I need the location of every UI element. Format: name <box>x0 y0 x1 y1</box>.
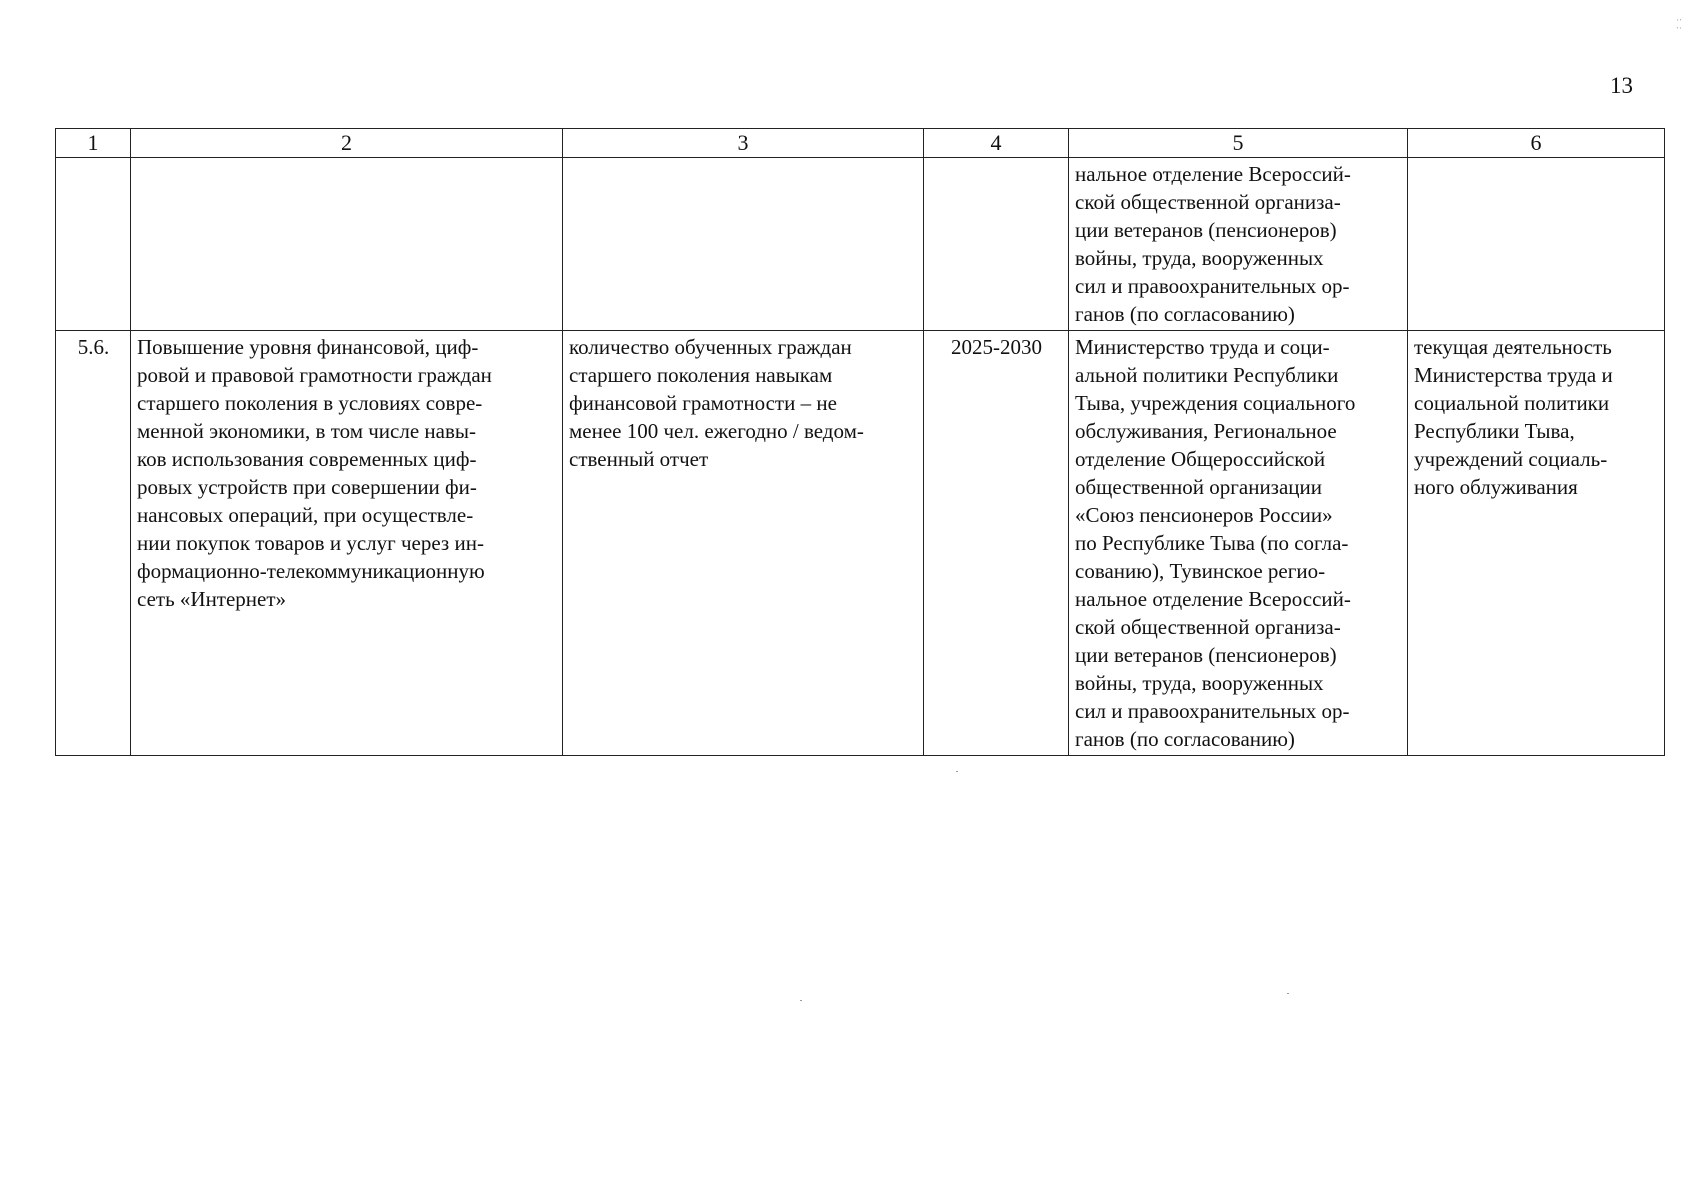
measure-text: Повышение уровня финансовой, циф- ровой и правовой грамотности граждан старшего поколения в условиях совре- менной экономики, в том числе навы- ков использования современных циф- ровых устройств при совершении фи- нансовых операций, при осуществле- нии покупок товаров и услуг через ин- формационно-телекоммуникационную сеть «Интернет» <box>137 335 492 611</box>
table-cell-empty <box>56 158 131 331</box>
table-cell-responsible <box>1069 331 1408 756</box>
period-text: 2025-2030 <box>951 335 1042 359</box>
table-cell-item-number <box>56 331 131 756</box>
responsible-text: Министерство труда и соци- альной политики Республики Тыва, учреждения социального обслуживания, Региональное отделение Общероссийской общественной организации «Союз пенсионеров России» по Республике Тыва (по согла- сованию), Тувинское регио- нальное отделение Всероссий- ской общественной организа- ции ветеранов (пенсионеров) войны, труда, вооруженных сил и правоохранительных ор- ганов (по согласованию) <box>1075 335 1356 751</box>
plan-table <box>55 128 1665 756</box>
financing-text: текущая деятельность Министерства труда и социальной политики Республики Тыва, учреждений социаль- ного облуживания <box>1414 335 1613 499</box>
scan-speck <box>1287 993 1289 994</box>
table-cell-empty <box>924 158 1069 331</box>
table-cell-responsible-continued <box>1069 158 1408 331</box>
item-number: 5.6. <box>77 335 110 359</box>
scan-corner-mark: ·‧ ‧· <box>1676 16 1682 33</box>
column-number-header: 5 <box>1069 129 1408 158</box>
indicator-text: количество обученных граждан старшего поколения навыкам финансовой грамотности – не менее 100 чел. ежегодно / ведом- ственный отчет <box>569 335 864 471</box>
table-cell-period <box>924 331 1069 756</box>
scan-speck <box>956 771 958 772</box>
table-cell-measure <box>131 331 563 756</box>
page-number: 13 <box>1610 73 1633 98</box>
responsible-continued-text: нальное отделение Всероссий- ской общественной организа- ции ветеранов (пенсионеров) войны, труда, вооруженных сил и правоохранительных ор- ганов (по согласованию) <box>1075 162 1351 326</box>
table-cell-indicator <box>563 331 924 756</box>
table-row-5-6 <box>56 331 1665 756</box>
table-cell-empty <box>1408 158 1665 331</box>
column-number-header: 2 <box>131 129 563 158</box>
table-cell-empty <box>563 158 924 331</box>
column-number-header: 1 <box>56 129 131 158</box>
column-number-header: 4 <box>924 129 1069 158</box>
column-number-header: 3 <box>563 129 924 158</box>
table-row-continuation <box>56 158 1665 331</box>
table-header-row <box>56 129 1665 158</box>
column-number-header: 6 <box>1408 129 1665 158</box>
table-cell-financing <box>1408 331 1665 756</box>
scan-speck <box>800 1000 802 1001</box>
table-cell-empty <box>131 158 563 331</box>
